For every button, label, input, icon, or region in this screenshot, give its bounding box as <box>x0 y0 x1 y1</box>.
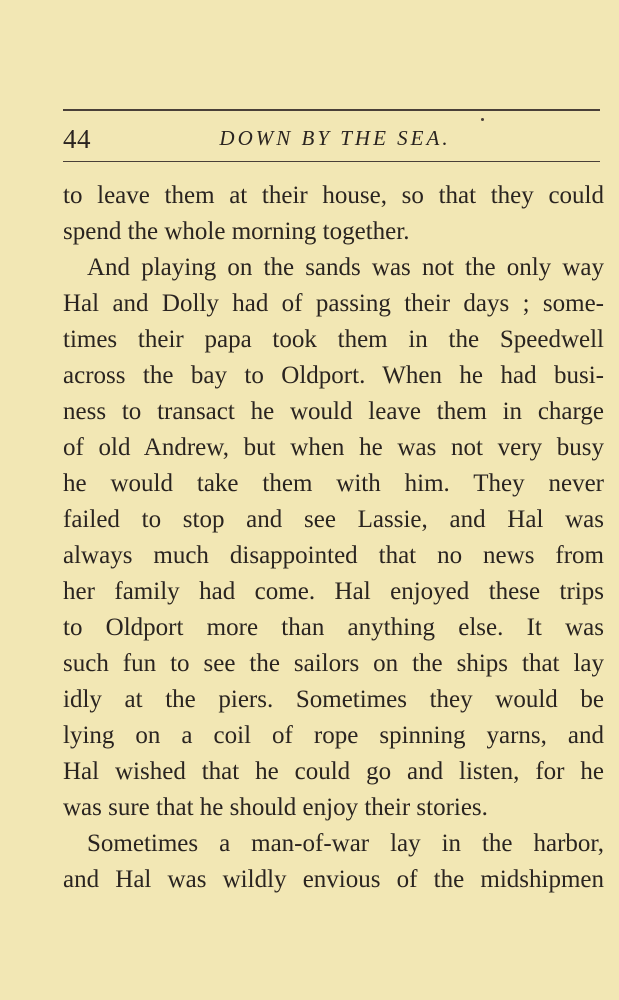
text-line: ness to transact he would leave them in charge <box>63 398 604 425</box>
text-line: Hal and Dolly had of passing their days ; some- <box>63 290 604 317</box>
text-line: lying on a coil of rope spinning yarns, and <box>63 722 604 749</box>
running-title: DOWN BY THE SEA. <box>219 126 451 150</box>
text-line: and Hal was wildly envious of the midshipmen <box>63 866 604 893</box>
text-line: her family had come. Hal enjoyed these trips <box>63 578 604 605</box>
text-line: always much disappointed that no news from <box>63 542 604 569</box>
header-bottom-rule <box>63 161 600 162</box>
text-line: of old Andrew, but when he was not very busy <box>63 434 604 461</box>
text-line: to leave them at their house, so that they could <box>63 182 604 209</box>
text-line: was sure that he should enjoy their stories. <box>63 794 488 821</box>
text-line: And playing on the sands was not the only way <box>87 254 604 281</box>
ink-speck-mark <box>481 118 484 121</box>
text-line: times their papa took them in the Speedwell <box>63 326 604 353</box>
body-text <box>63 178 604 898</box>
text-line: such fun to see the sailors on the ships that lay <box>63 650 604 677</box>
text-line: across the bay to Oldport. When he had busi- <box>63 362 604 389</box>
header-top-rule <box>63 109 600 111</box>
text-line: Sometimes a man-of-war lay in the harbor, <box>87 830 604 857</box>
text-line: he would take them with him. They never <box>63 470 604 497</box>
text-line: idly at the piers. Sometimes they would be <box>63 686 604 713</box>
text-line: Hal wished that he could go and listen, for he <box>63 758 604 785</box>
text-line: to Oldport more than anything else. It was <box>63 614 604 641</box>
text-line: failed to stop and see Lassie, and Hal was <box>63 506 604 533</box>
text-line: spend the whole morning together. <box>63 218 410 245</box>
page-number: 44 <box>63 124 91 154</box>
